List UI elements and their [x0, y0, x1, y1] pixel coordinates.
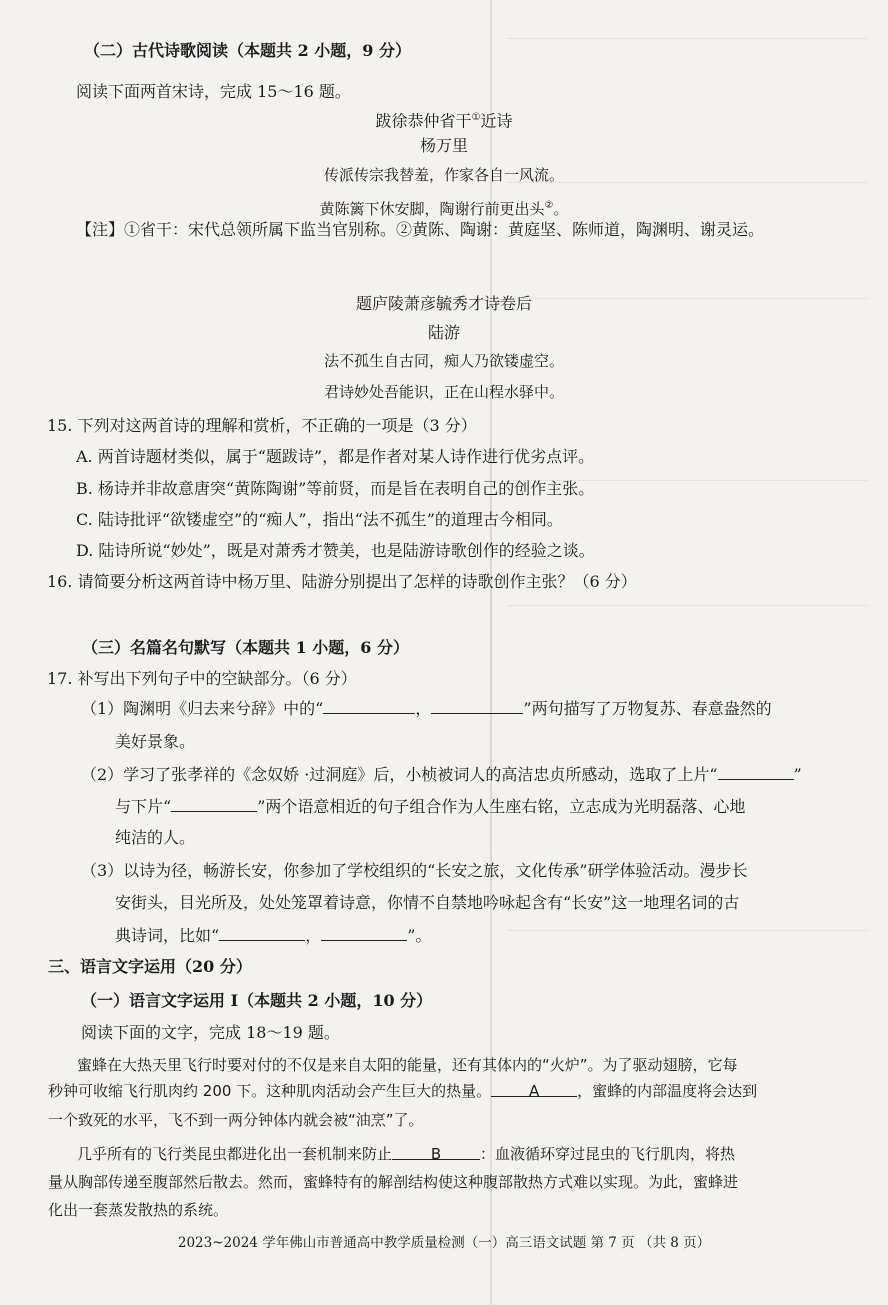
question-17-part1: [81, 697, 772, 720]
question-15-stem: 15. 下列对这两首诗的理解和赏析，不正确的一项是（3 分）: [47, 416, 477, 435]
part2-quote-close: ”: [793, 765, 802, 784]
poem1-line2-tail: 。: [553, 200, 569, 218]
poem1-title: [0, 107, 888, 132]
page-footer: 2023~2024 学年佛山市普通高中教学质量检测（一）高三语文试题 第 7 页 （共 8 页）: [177, 1235, 711, 1251]
part3-heading: 三、语言文字运用（20 分）: [48, 957, 252, 976]
question-17-stem: 17. 补写出下列句子中的空缺部分。（6 分）: [47, 669, 357, 688]
passage-p2-line1: [77, 1143, 735, 1165]
poem1-line1: 传派传宗我替羞，作家各自一风流。: [323, 166, 564, 184]
question-15-option-a: A. 两首诗题材类似，属于“题跋诗”，都是作者对某人诗作进行优劣点评。: [76, 447, 595, 466]
part2-text-c: ”两个语意相近的句子组合作为人生座右铭，立志成为光明磊落、心地: [257, 797, 746, 816]
part1-text: （1）陶渊明《归去来兮辞》中的“: [81, 699, 324, 718]
passage-text: 秒钟可收缩飞行肌肉约 200 下。这种肌肉活动会产生巨大的热量。: [48, 1082, 492, 1100]
passage-p1-line3: 一个致死的水平，飞不到一两分钟体内就会被“油烹”了。: [48, 1111, 424, 1129]
question-15-option-c: C. 陆诗批评“欲镂虚空”的“痴人”，指出“法不孤生”的道理古今相同。: [76, 510, 563, 529]
poem1-line2: [0, 195, 888, 220]
part3-subheading: （一）语言文字运用 Ⅰ（本题共 2 小题，10 分）: [81, 991, 433, 1010]
answer-blank[interactable]: [219, 924, 305, 941]
question-16-stem: 16. 请简要分析这两首诗中杨万里、陆游分别提出了怎样的诗歌创作主张？（6 分）: [47, 572, 637, 591]
part1-text-tail: ”两句描写了万物复苏、春意盎然的: [523, 699, 772, 718]
section-heading-recitation: （三）名篇名句默写（本题共 1 小题，6 分）: [82, 638, 409, 657]
section-instruction: 阅读下面两首宋诗，完成 15～16 题。: [76, 82, 351, 101]
answer-blank[interactable]: [431, 697, 523, 714]
bleed-through-line: [508, 38, 868, 40]
answer-blank-a[interactable]: A: [491, 1080, 577, 1097]
footnote-marker: ①: [471, 112, 481, 123]
poem1-title-text: 跋徐恭仲省干: [375, 111, 472, 131]
passage-p1-line2: [48, 1080, 757, 1102]
question-15-option-b: B. 杨诗并非故意唐突“黄陈陶谢”等前贤，而是旨在表明自己的创作主张。: [76, 479, 595, 498]
question-17-part3-line3: [115, 924, 431, 947]
part2-text: （2）学习了张孝祥的《念奴娇 ·过洞庭》后，小桢被词人的高洁忠贞所感动，选取了上片“: [81, 765, 718, 784]
poem1-title-tail: 近诗: [480, 111, 513, 131]
passage-p2-line3: 化出一套蒸发散热的系统。: [48, 1201, 229, 1219]
bleed-through-line: [508, 930, 868, 932]
answer-blank[interactable]: [321, 924, 407, 941]
part2-text-b: 与下片“: [115, 797, 172, 816]
answer-blank[interactable]: [718, 763, 794, 780]
section-heading-poetry: （二）古代诗歌阅读（本题共 2 小题，9 分）: [84, 41, 411, 60]
part3-comma: ，: [305, 926, 322, 945]
question-15-option-d: D. 陆诗所说“妙处”，既是对萧秀才赞美，也是陆游诗歌创作的经验之谈。: [76, 541, 595, 560]
passage-text: ：血液循环穿过昆虫的飞行肌肉，将热: [480, 1145, 736, 1163]
passage-text: 几乎所有的飞行类昆虫都进化出一套机制来防止: [77, 1145, 393, 1163]
part3-text: 典诗词，比如“: [115, 926, 220, 945]
poem2-line1: 法不孤生自古同，痴人乃欲镂虚空。: [323, 352, 564, 370]
part3-text-tail: ”。: [407, 926, 432, 945]
question-17-part2-line2: [115, 795, 745, 818]
question-17-part3-line2: 安街头，目光所及，处处笼罩着诗意，你情不自禁地吟咏起含有“长安”这一地理名词的古: [115, 893, 740, 912]
part1-comma: ，: [415, 699, 432, 718]
answer-blank-b[interactable]: B: [392, 1143, 480, 1160]
answer-blank[interactable]: [171, 795, 257, 812]
question-17-part3: （3）以诗为径，畅游长安，你参加了学校组织的“长安之旅，文化传承”研学体验活动。漫步长: [81, 861, 748, 880]
passage-p2-line2: 量从胸部传递至腹部然后散去。然而，蜜蜂特有的解剖结构使这种腹部散热方式难以实现。为此，蜜蜂进: [48, 1173, 739, 1191]
bleed-through-line: [508, 605, 868, 607]
question-17-part2-line3: 纯洁的人。: [115, 828, 196, 847]
poem1-annotation: 【注】①省干：宋代总领所属下监当官别称。②黄陈、陶谢：黄庭坚、陈师道，陶渊明、谢灵运。: [76, 220, 765, 239]
poem2-title: 题庐陵萧彦毓秀才诗卷后: [355, 294, 532, 313]
poem1-line2-text: 黄陈篱下休安脚，陶谢行前更出头: [319, 200, 545, 218]
question-17-part1-cont: 美好景象。: [115, 732, 196, 751]
passage-text: ，蜜蜂的内部温度将会达到: [577, 1082, 758, 1100]
poem2-author: 陆游: [427, 323, 460, 342]
question-17-part2: [81, 763, 802, 786]
part3-instruction: 阅读下面的文字，完成 18～19 题。: [81, 1023, 340, 1042]
poem2-line2: 君诗妙处吾能识，正在山程水驿中。: [323, 383, 564, 401]
answer-blank[interactable]: [323, 697, 415, 714]
footnote-marker: ②: [544, 200, 554, 211]
passage-p1-line1: 蜜蜂在大热天里飞行时要对付的不仅是来自太阳的能量，还有其体内的“火炉”。为了驱动翅膀，它每: [77, 1056, 738, 1074]
poem1-author: 杨万里: [419, 136, 468, 155]
